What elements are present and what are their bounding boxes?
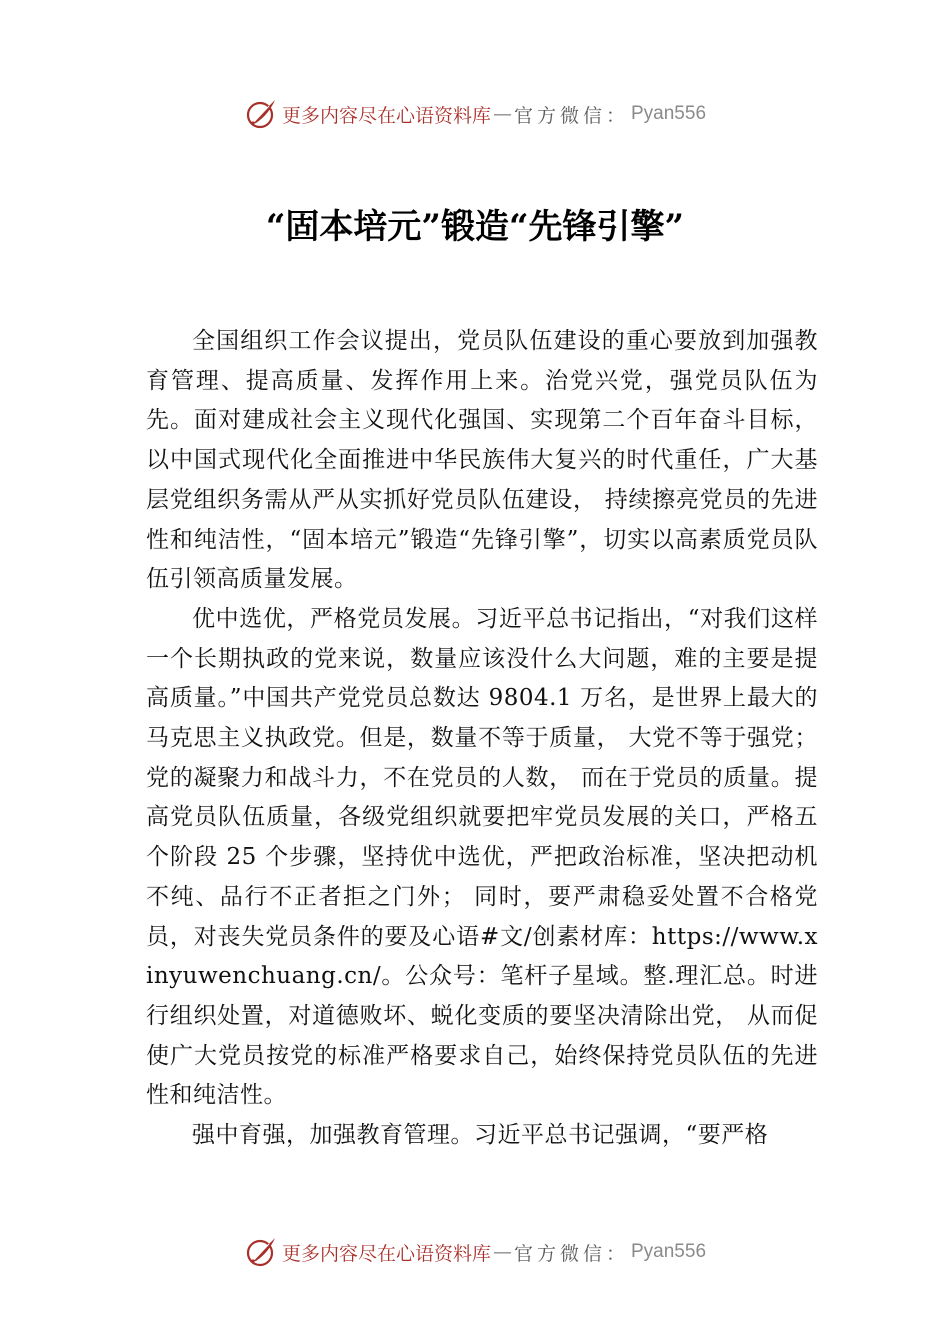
- footer-banner: [0, 1232, 950, 1272]
- banner-slogan: 更多内容尽在心语资料库: [281, 104, 491, 127]
- document-title: “固本培元”锻造“先锋引擎”: [265, 207, 685, 247]
- paragraph-membership-development: 优中选优，严格党员发展。习近平总书记指出，“对我们这样一个长期执政的党来说，数量应该没什么大问题，难的主要是提高质量。”中国共产党党员总数达 9804.1 万名，是世界上最大的马克思主义执政党。但是，数量不等于质量， 大党不等于强党；党的凝聚力和战斗力，不在党员的人数， 而在于党员的质量。提高党员队伍质量，各级党组织就要把牢党员发展的关口，严格五个阶段 25 个步骤，坚持优中选优，严把政治标准，坚决把动机不纯、品行不正者拒之门外； 同时，要严肃稳妥处置不合格党员，对丧失党员条件的要及心语#文/创素材库：https://www.xinyuwenchuang.cn/。公众号：笔杆子星域。整.理汇总。时进行组织处置，对道德败坏、蜕化变质的要坚决清除出党， 从而促使广大党员按党的标准严格要求自己，始终保持党员队伍的先进性和纯洁性。: [146, 605, 818, 1109]
- banner-separator: —: [492, 103, 512, 125]
- header-banner: [0, 94, 950, 134]
- banner-separator: —: [492, 1241, 512, 1263]
- banner-slogan: 更多内容尽在心语资料库: [281, 1242, 491, 1265]
- banner-wechat-id: Pyan556: [631, 1241, 707, 1262]
- paragraph-intro: 全国组织工作会议提出，党员队伍建设的重心要放到加强教育管理、提高质量、发挥作用上来。治党兴党，强党员队伍为先。面对建成社会主义现代化强国、实现第二个百年奋斗目标，以中国式现代化全面推进中华民族伟大复兴的时代重任，广大基层党组织务需从严从实抓好党员队伍建设， 持续擦亮党员的先进性和纯洁性，“固本培元”锻造“先锋引擎”，切实以高素质党员队伍引领高质量发展。: [146, 328, 818, 593]
- document-body: [146, 322, 818, 1156]
- banner-wechat-label: 官方微信：: [513, 1242, 629, 1265]
- banner-wechat-id: Pyan556: [631, 103, 707, 124]
- paragraph-education-management: 强中育强，加强教育管理。习近平总书记强调，“要严格: [192, 1122, 769, 1149]
- quill-pen-logo-icon: [244, 1235, 278, 1269]
- quill-pen-logo-icon: [244, 97, 278, 131]
- banner-wechat-label: 官方微信：: [513, 104, 629, 127]
